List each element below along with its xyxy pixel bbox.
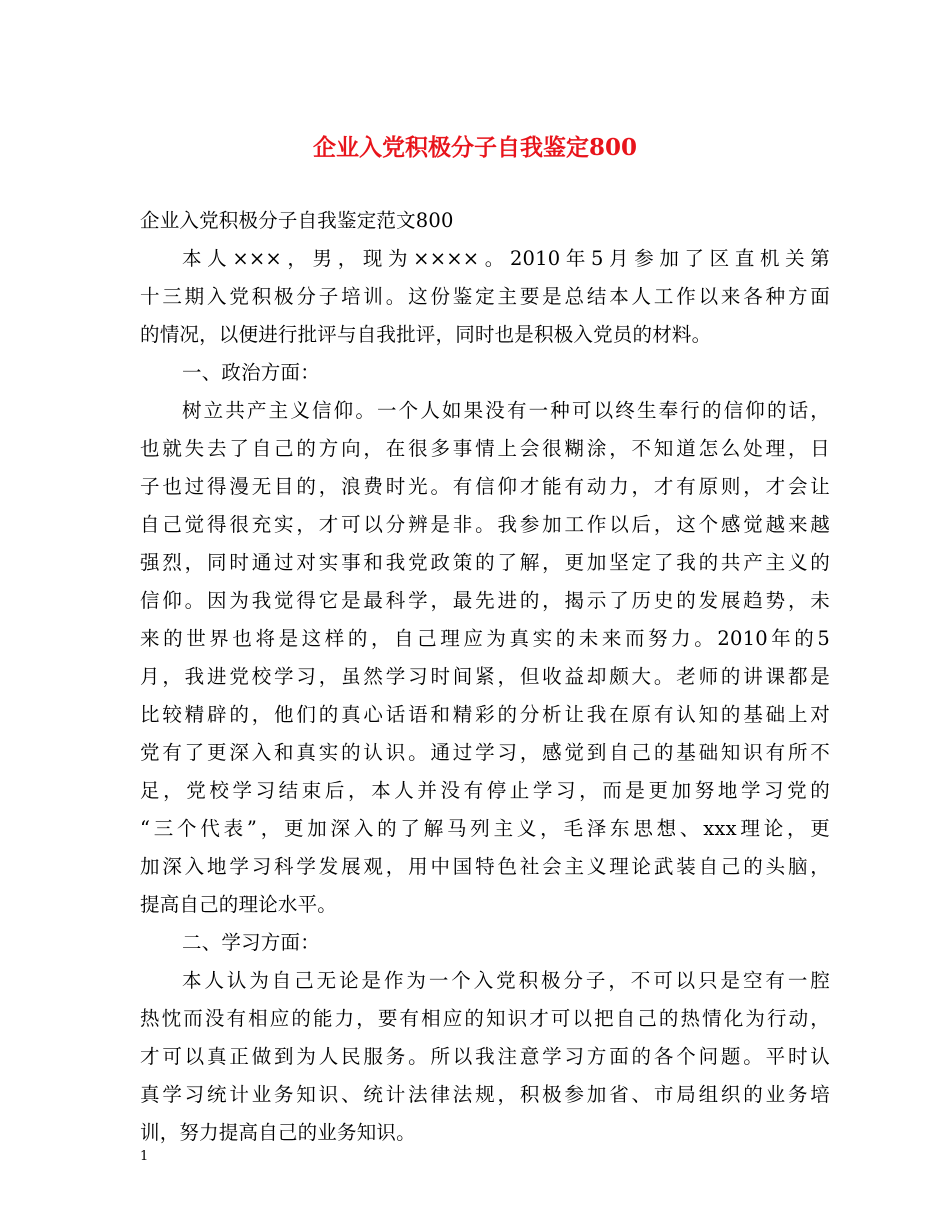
text-line: 足，党校学习结束后，本人并没有停止学习，而是更加努地学习党的 [140,779,830,802]
text-line: 也就失去了自己的方向，在很多事情上会很糊涂，不知道怎么处理，日 [140,437,830,460]
text-line: 热忱而没有相应的能力，要有相应的知识才可以把自己的热情化为行动， [140,1007,830,1030]
text-line: 才可以真正做到为人民服务。所以我注意学习方面的各个问题。平时认 [140,1045,830,1068]
text-line: 子也过得漫无目的，浪费时光。有信仰才能有动力，才有原则，才会让 [140,475,830,498]
text-line: 比较精辟的，他们的真心话语和精彩的分析让我在原有认知的基础上对 [140,703,830,726]
text-line: 本人认为自己无论是作为一个入党积极分子，不可以只是空有一腔 [182,969,830,992]
text-line: 树立共产主义信仰。一个人如果没有一种可以终生奉行的信仰的话， [182,399,830,422]
text-line: 企业入党积极分子自我鉴定范文800 [140,209,454,232]
text-line: 月，我进党校学习，虽然学习时间紧，但收益却颇大。老师的讲课都是 [140,665,830,688]
text-line: 本人×××，男，现为××××。2010年5月参加了区直机关第 [182,247,830,270]
text-line: 信仰。因为我觉得它是最科学，最先进的，揭示了历史的发展趋势，未 [140,589,830,612]
text-line: “三个代表”，更加深入的了解马列主义，毛泽东思想、xxx理论，更 [140,817,830,840]
text-line: 提高自己的理论水平。 [140,893,338,916]
page-number: 1 [140,1149,149,1164]
text-line: 强烈，同时通过对实事和我党政策的了解，更加坚定了我的共产主义的 [140,551,830,574]
text-line: 真学习统计业务知识、统计法律法规，积极参加省、市局组织的业务培 [140,1083,830,1106]
text-line: 加深入地学习科学发展观，用中国特色社会主义理论武装自己的头脑， [140,855,830,878]
text-line: 二、学习方面： [182,931,320,954]
text-line: 自己觉得很充实，才可以分辨是非。我参加工作以后，这个感觉越来越 [140,513,830,536]
text-line: 来的世界也将是这样的，自己理应为真实的未来而努力。2010年的5 [140,627,830,650]
text-line: 十三期入党积极分子培训。这份鉴定主要是总结本人工作以来各种方面 [140,285,830,308]
document-body [140,202,830,1152]
text-line: 的情况，以便进行批评与自我批评，同时也是积极入党员的材料。 [140,323,712,346]
text-line: 训，努力提高自己的业务知识。 [140,1121,416,1144]
text-line: 党有了更深入和真实的认识。通过学习，感觉到自己的基础知识有所不 [140,741,830,764]
text-line: 一、政治方面： [182,361,320,384]
document-title: 企业入党积极分子自我鉴定800 [312,134,637,161]
